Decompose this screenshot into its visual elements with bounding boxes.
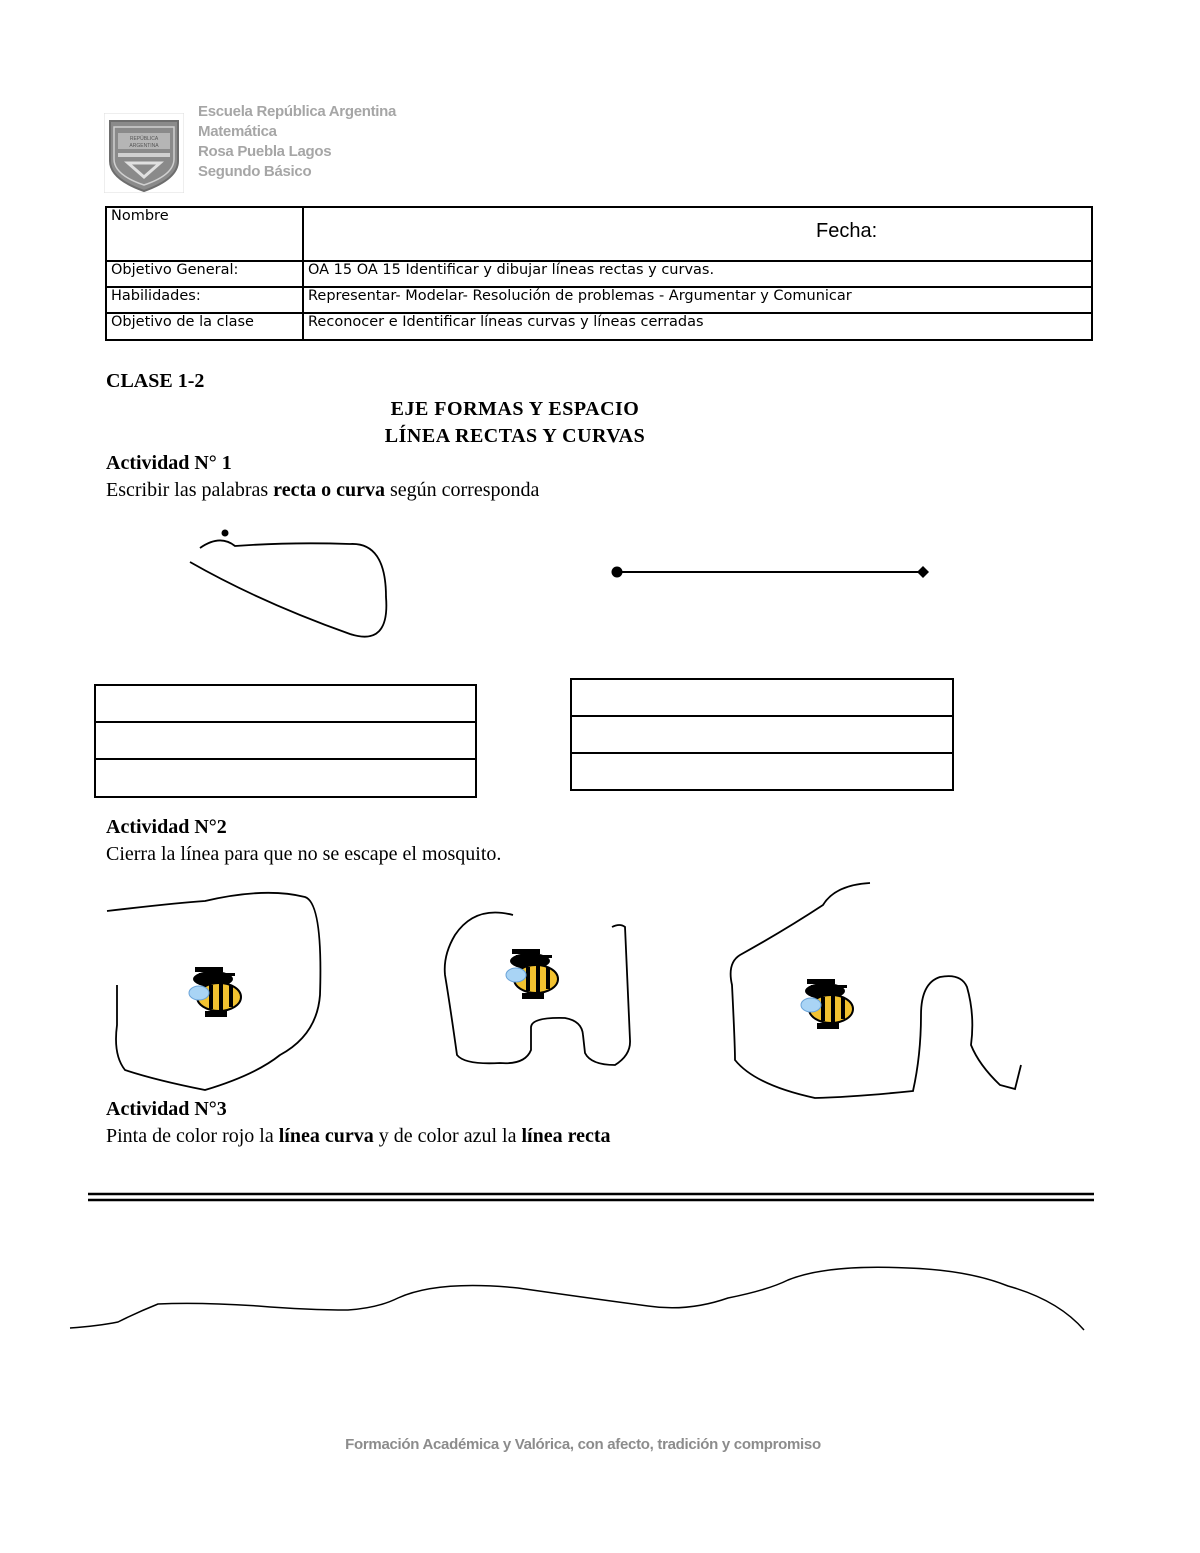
answer-line[interactable] xyxy=(572,717,952,754)
answer-box-curve[interactable] xyxy=(94,684,477,798)
actividad1-text-suffix: según corresponda xyxy=(384,479,540,501)
actividad3-bold-2: línea recta xyxy=(521,1125,611,1147)
teacher: Rosa Puebla Lagos xyxy=(198,143,332,160)
actividad3-bold-1: línea curva xyxy=(278,1125,374,1147)
actividad1-text-bold: recta o curva xyxy=(273,479,385,501)
label-habilidades: Habilidades: xyxy=(106,287,303,313)
curve-drawing xyxy=(180,522,400,647)
mosquito-shapes xyxy=(95,875,1035,1115)
eje-heading: EJE FORMAS Y ESPACIO xyxy=(390,398,640,420)
answer-box-straight[interactable] xyxy=(570,678,954,791)
mosquito-icon xyxy=(801,979,853,1029)
actividad3-text-2: y de color azul la xyxy=(373,1125,522,1147)
tema-heading: LÍNEA RECTAS Y CURVAS xyxy=(384,425,646,447)
actividad3-title: Actividad N°3 xyxy=(106,1098,227,1120)
answer-line[interactable] xyxy=(96,760,475,797)
footer-motto: Formación Académica y Valórica, con afecto, tradición y compromiso xyxy=(345,1436,821,1453)
value-objetivo-clase: Reconocer e Identificar líneas curvas y líneas cerradas xyxy=(303,313,1092,340)
actividad3-instructions xyxy=(106,1125,611,1148)
subject: Matemática xyxy=(198,123,277,140)
answer-line[interactable] xyxy=(572,680,952,717)
actividad2-title: Actividad N°2 xyxy=(106,816,227,838)
actividad2-text: Cierra la línea para que no se escape el mosquito. xyxy=(106,843,502,865)
actividad3-text-1: Pinta de color rojo la xyxy=(106,1125,279,1147)
nombre-field[interactable] xyxy=(303,207,1092,261)
school-logo xyxy=(104,113,184,193)
label-objetivo-general: Objetivo General: xyxy=(106,261,303,287)
straight-double-line xyxy=(88,1190,1098,1204)
wavy-curve-line[interactable] xyxy=(68,1260,1088,1340)
school-name: Escuela República Argentina xyxy=(198,103,397,120)
fecha-label: Fecha: xyxy=(816,220,878,242)
answer-line[interactable] xyxy=(96,723,475,760)
info-table xyxy=(105,206,1093,341)
value-objetivo-general: OA 15 OA 15 Identificar y dibujar líneas rectas y curvas. xyxy=(303,261,1092,287)
actividad1-title: Actividad N° 1 xyxy=(106,452,232,474)
grade: Segundo Básico xyxy=(198,163,312,180)
label-objetivo-clase: Objetivo de la clase xyxy=(106,313,303,340)
logo-text-1: REPÚBLICA xyxy=(129,136,159,142)
straight-line-drawing xyxy=(605,560,935,584)
answer-line[interactable] xyxy=(572,754,952,791)
mosquito-icon xyxy=(506,949,558,999)
mosquito-icon xyxy=(189,967,241,1017)
value-habilidades: Representar- Modelar- Resolución de problemas - Argumentar y Comunicar xyxy=(303,287,1092,313)
answer-line[interactable] xyxy=(96,686,475,723)
clase-heading: CLASE 1-2 xyxy=(106,370,205,392)
actividad1-instructions xyxy=(106,479,539,502)
label-nombre: Nombre xyxy=(106,207,303,261)
actividad1-text-prefix: Escribir las palabras xyxy=(106,479,274,501)
logo-text-2: ARGENTINA xyxy=(129,143,159,149)
